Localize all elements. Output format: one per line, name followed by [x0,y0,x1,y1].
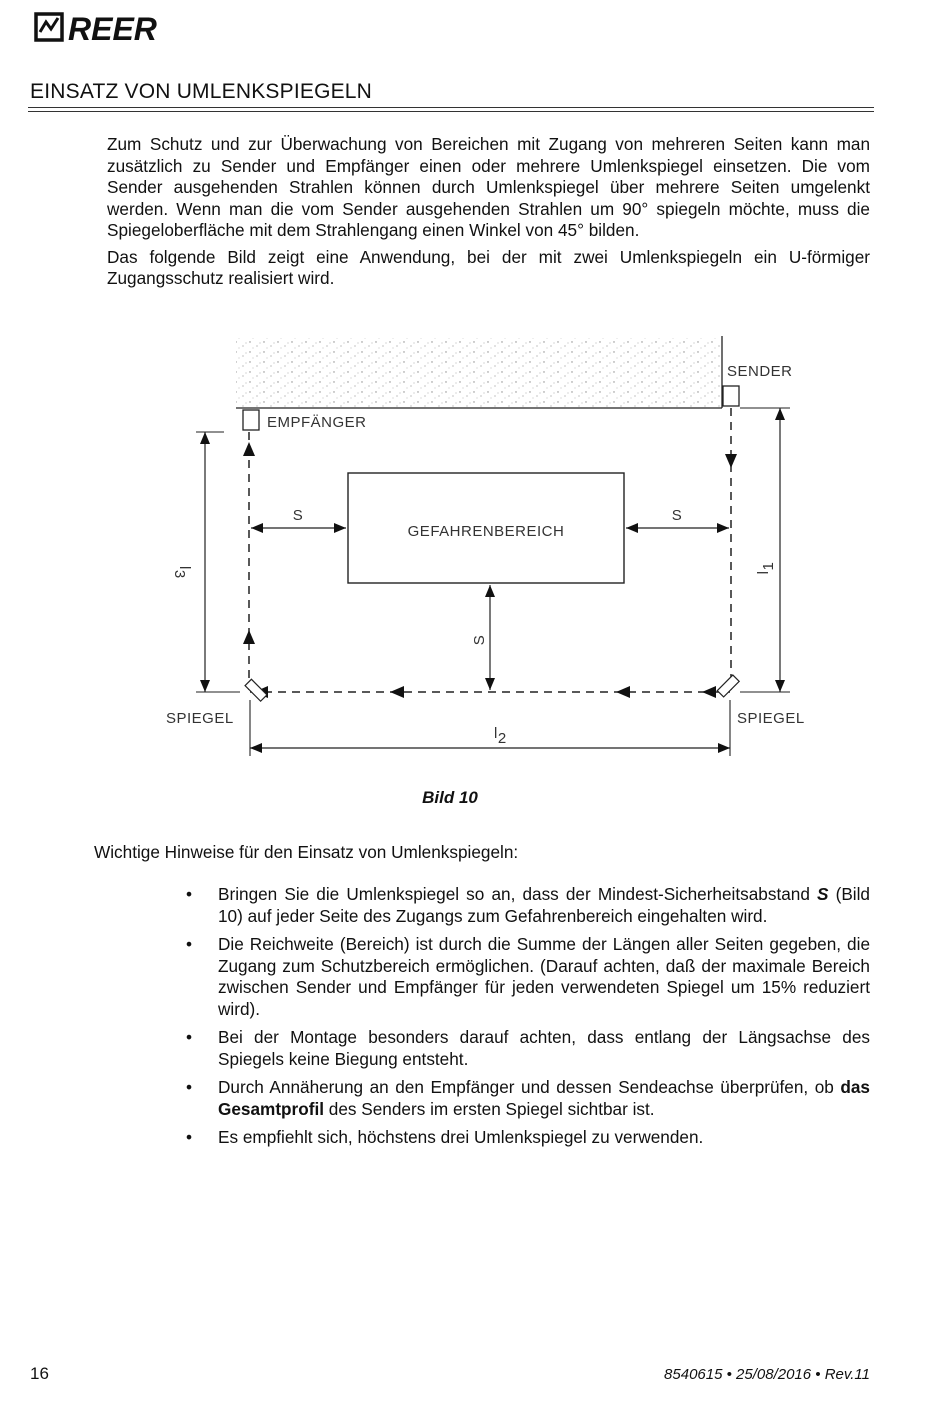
l1-arrow-b [775,680,785,692]
l3-arrow-b [200,680,210,692]
l2-arrow-b [718,743,730,753]
distance-bottom-arrow-a [485,585,495,597]
distance-right-arrow-a [626,523,638,533]
l2-arrow-a [250,743,262,753]
mirror-diagram [150,320,830,770]
distance-bottom-arrow-b [485,678,495,690]
l1-arrow-a [775,408,785,420]
beam-arrow-left-1 [616,686,630,698]
bullet: • [186,1027,193,1047]
distance-right-arrow-b [717,523,729,533]
beam-arrow-up-2 [243,442,255,456]
notes-intro: Wichtige Hinweise für den Einsatz von Umlenkspiegeln: [94,842,519,862]
beam-arrow-down [725,454,737,468]
beam-arrow-left-2 [390,686,404,698]
bullet: • [186,1077,193,1097]
intro-paragraph-1: Zum Schutz und zur Überwachung von Bereichen mit Zugang von mehreren Seiten kann man zusätzlich zu Sender und Empfänger einen oder mehrere Umlenkspiegel einsetzen. Die vom Sender ausgehenden Strahlen können durch Umlenkspiegel über mehrere Seiten umgelenkt werden. Wenn man die vom Sender ausgehenden Strahlen um 90° spiegeln möchte, muss die Spiegeloberfläche mit dem Strahlengang einen Winkel von 45° bilden. [107,134,870,240]
distance-left-label: S [292,507,304,524]
bullet: • [186,884,193,904]
receiver-box [243,410,259,430]
mirror-left-label: SPIEGEL [166,710,234,727]
header-rule [28,107,874,108]
bold-term: das Gesamtprofil [218,1077,870,1119]
page-number: 16 [30,1364,49,1383]
svg-text:REER: REER [68,11,157,44]
intro-text [107,134,870,295]
wall-area [236,338,722,408]
figure-caption: Bild 10 [422,788,478,807]
intro-paragraph-2: Das folgende Bild zeigt eine Anwendung, bei der mit zwei Umlenkspiegeln ein U-förmiger Zugangsschutz realisiert wird. [107,246,870,288]
distance-right-label: S [671,507,683,524]
reer-logo [34,10,166,44]
beam-arrow-up-1 [243,630,255,644]
beam-arrow-left-4 [702,686,716,698]
l3-arrow-a [200,432,210,444]
bullet: • [186,934,193,954]
l2-label: l2 [494,725,507,747]
distance-left-arrow-b [334,523,346,533]
mirror-right-label: SPIEGEL [737,710,805,727]
list-item: • Bringen Sie die Umlenkspiegel so an, dass der Mindest-Sicherheitsabstand S (Bild 10) auf jeder Seite des Zugangs zum Gefahrenbereich eingehalten wird. [186,884,870,926]
bullet: • [186,1127,193,1147]
document-reference: 8540615 • 25/08/2016 • Rev.11 [664,1366,870,1383]
sender-box [723,386,739,406]
header-rule-secondary [28,111,874,112]
list-item: • Durch Annäherung an den Empfänger und dessen Sendeachse überprüfen, ob das Gesamtprofil des Senders im ersten Spiegel sichtbar ist. [186,1077,870,1119]
distance-bottom-label: S [471,634,488,646]
list-item: • Die Reichweite (Bereich) ist durch die Summe der Längen aller Seiten gegeben, die Zugang zum Schutzbereich ermöglichen. (Darauf achten, daß der maximale Bereich zwischen Sender und Empfänger für jeden verwendeten Spiegel um 15% reduziert wird). [186,934,870,1019]
mirror-right [717,675,739,697]
danger-zone-label: GEFAHRENBEREICH [407,523,565,540]
list-item: • Es empfiehlt sich, höchstens drei Umlenkspiegel zu verwenden. [186,1127,704,1147]
section-title: EINSATZ VON UMLENKSPIEGELN [30,80,373,103]
sender-label: SENDER [727,363,793,380]
distance-left-arrow-a [251,523,263,533]
receiver-label: EMPFÄNGER [267,414,367,431]
l3-label: l3 [171,566,193,579]
l1-label: l1 [755,561,777,575]
list-item: • Bei der Montage besonders darauf achten, dass entlang der Längsachse des Spiegels keine Biegung entsteht. [186,1027,870,1069]
notes-list [180,884,870,1156]
distance-symbol: S [817,884,829,904]
